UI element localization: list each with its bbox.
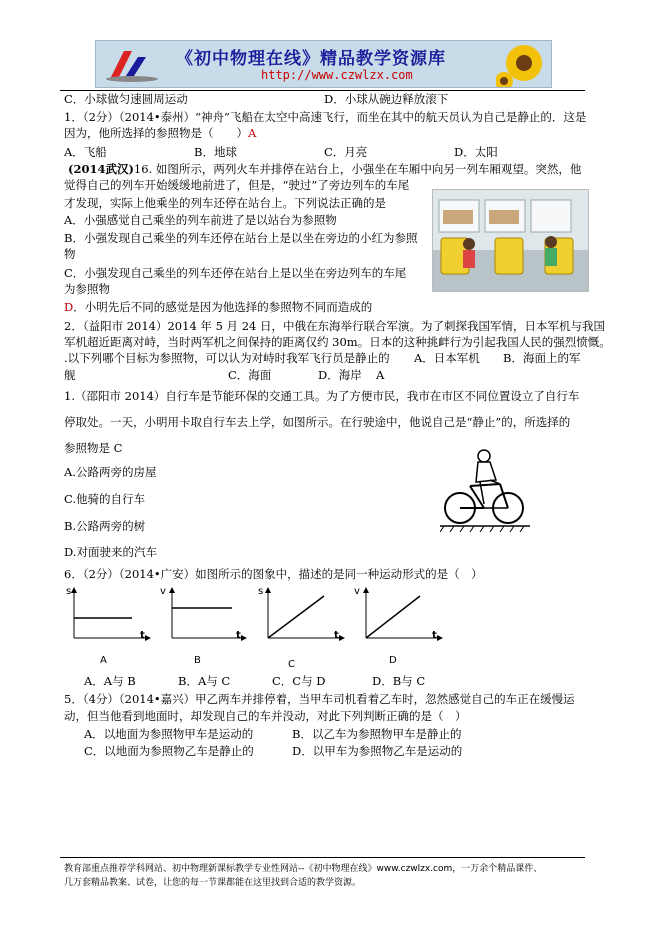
q2-text-1: (2014武汉)16. 如图所示，两列火车并排停在站台上，小强坐在车厢中向另一列车厢观望。突然，他: [68, 162, 582, 176]
q4-text-1: 1.（邵阳市 2014）自行车是节能环保的交通工具。为了方便市民，我市在市区不同位置设立了自行车: [64, 389, 580, 403]
q6-text-2: 动，但当他看到地面时，却发现自己的车并没动，对此下列判断正确的是（ ）: [64, 709, 467, 723]
footer-rule: [60, 857, 585, 858]
graph-a-caption: A: [100, 655, 107, 666]
graph-c-y-label: s: [258, 586, 264, 597]
q3-option-a: A．日本军机: [414, 351, 480, 365]
graph-d-caption: D: [389, 655, 397, 666]
q6-option-d: D．以甲车为参照物乙车是运动的: [292, 744, 463, 758]
q2-option-d: D．小明先后不同的感觉是因为他选择的参照物不同而造成的: [64, 300, 373, 314]
q5-text: 6．（2分）（2014•广安）如图所示的图象中，描述的是同一种运动形式的是（ ）: [64, 567, 483, 581]
logo-icon: [102, 45, 162, 83]
graph-c: [268, 590, 342, 638]
q1-text-2: 因为，他所选择的参照物是（ ）A: [64, 126, 257, 140]
graph-d-y-label: v: [354, 586, 360, 597]
prev-option-c: C．小球做匀速圆周运动: [64, 92, 188, 106]
q3-answer: A: [376, 368, 385, 382]
q5-option-d: D．B与 C: [372, 674, 426, 688]
q4-option-a: A.公路两旁的房屋: [64, 465, 157, 479]
bicycle-rider-image: [440, 448, 530, 538]
q4-text-2: 停取处。一天，小明用卡取自行车去上学，如图所示。在行驶途中，他说自己是“静止”的，所选择的: [64, 415, 571, 429]
banner-title: 《初中物理在线》精品教学资源库: [176, 49, 446, 69]
q2-option-b-1: B．小强发现自己乘坐的列车还停在站台上是以坐在旁边的小红为参照: [64, 231, 418, 245]
q1-option-c: C．月亮: [324, 145, 368, 159]
q1-answer: A: [248, 126, 257, 140]
q4-option-d: D.对面驶来的汽车: [64, 545, 157, 559]
graph-d-x-label: t: [432, 630, 437, 641]
header-banner: [95, 40, 552, 88]
prev-option-d: D．小球从碗边释放滚下: [324, 92, 449, 106]
graph-b-caption: B: [194, 655, 201, 666]
q2-option-c-2: 为参照物: [64, 282, 110, 296]
q3-text-4: 舰: [64, 368, 76, 382]
q5-option-b: B．A与 C: [178, 674, 231, 688]
graph-c-caption: C: [288, 659, 295, 670]
q2-source-tag: (2014武汉): [68, 162, 134, 176]
q4-option-c: C.他骑的自行车: [64, 492, 146, 506]
q6-option-b: B．以乙车为参照物甲车是静止的: [292, 727, 462, 741]
q2-option-a: A．小强感觉自己乘坐的列车前进了是以站台为参照物: [64, 213, 337, 227]
q3-text-1: 2．（益阳市 2014）2014 年 5 月 24 日，中俄在东海举行联合军演。为了刺探我国军情，日本军机与我国: [64, 319, 605, 333]
q5-option-c: C．C与 D: [272, 674, 326, 688]
sunflower-icon: [496, 41, 551, 87]
q5-option-a: A．A与 B: [84, 674, 136, 688]
q2-option-c-1: C．小强发现自己乘坐的列车还停在站台上是以坐在旁边列车的车尾: [64, 266, 407, 280]
q1-option-b: B．地球: [194, 145, 237, 159]
footer-line-2: 几万套精品教案、试卷，让您的每一节课都能在这里找到合适的教学资源。: [64, 878, 362, 888]
q6-text-1: 5．（4分）（2014•嘉兴）甲乙两车并排停着，当甲车司机看着乙车时，忽然感觉自己的车正在缓慢运: [64, 692, 575, 706]
graph-d: [366, 590, 440, 638]
q3-option-b: B．海面上的军: [503, 351, 581, 365]
q4-text-3: 参照物是 C: [64, 441, 123, 455]
q1-option-d: D．太阳: [454, 145, 498, 159]
graph-a: [74, 590, 148, 638]
graph-a-y-label: s: [66, 586, 72, 597]
train-interior-image: [432, 189, 589, 292]
q2-option-b-2: 物: [64, 247, 76, 261]
q3-text-2: 军机超近距离对峙，当时两军机之间保持的距离仅约 30m。日本的这种挑衅行为引起我国人民的强烈愤慨。: [64, 335, 611, 349]
graph-c-x-label: t: [334, 630, 339, 641]
banner-url: http://www.czwlzx.com: [261, 68, 413, 82]
graph-b-y-label: v: [160, 586, 166, 597]
q1-option-a: A．飞船: [64, 145, 107, 159]
q3-text-3: .以下列哪个目标为参照物，可以认为对峙时我军飞行员是静止的: [64, 351, 390, 365]
graph-a-x-label: t: [140, 630, 145, 641]
q3-option-d: D．海岸: [318, 368, 362, 382]
q2-text-2: 觉得自己的列车开始缓缓地前进了，但是，“驶过”了旁边列车的车尾: [64, 178, 410, 192]
q6-option-a: A．以地面为参照物甲车是运动的: [84, 727, 254, 741]
graph-b-x-label: t: [236, 630, 241, 641]
graph-b: [172, 590, 244, 638]
q4-option-b: B.公路两旁的树: [64, 519, 146, 533]
q6-option-c: C．以地面为参照物乙车是静止的: [84, 744, 254, 758]
q1-text-1: 1．（2分）（2014•泰州）“神舟”飞船在太空中高速飞行，而坐在其中的航天员认为自己是静止的．这是: [64, 110, 587, 124]
q3-option-c: C．海面: [228, 368, 272, 382]
footer-line-1: 教育部重点推荐学科网站、初中物理新课标教学专业性网站--《初中物理在线》www.czwlzx.com，一万余个精品课件、: [64, 864, 543, 874]
q2-text-3: 才发现，实际上他乘坐的列车还停在站台上。下列说法正确的是: [64, 196, 386, 210]
